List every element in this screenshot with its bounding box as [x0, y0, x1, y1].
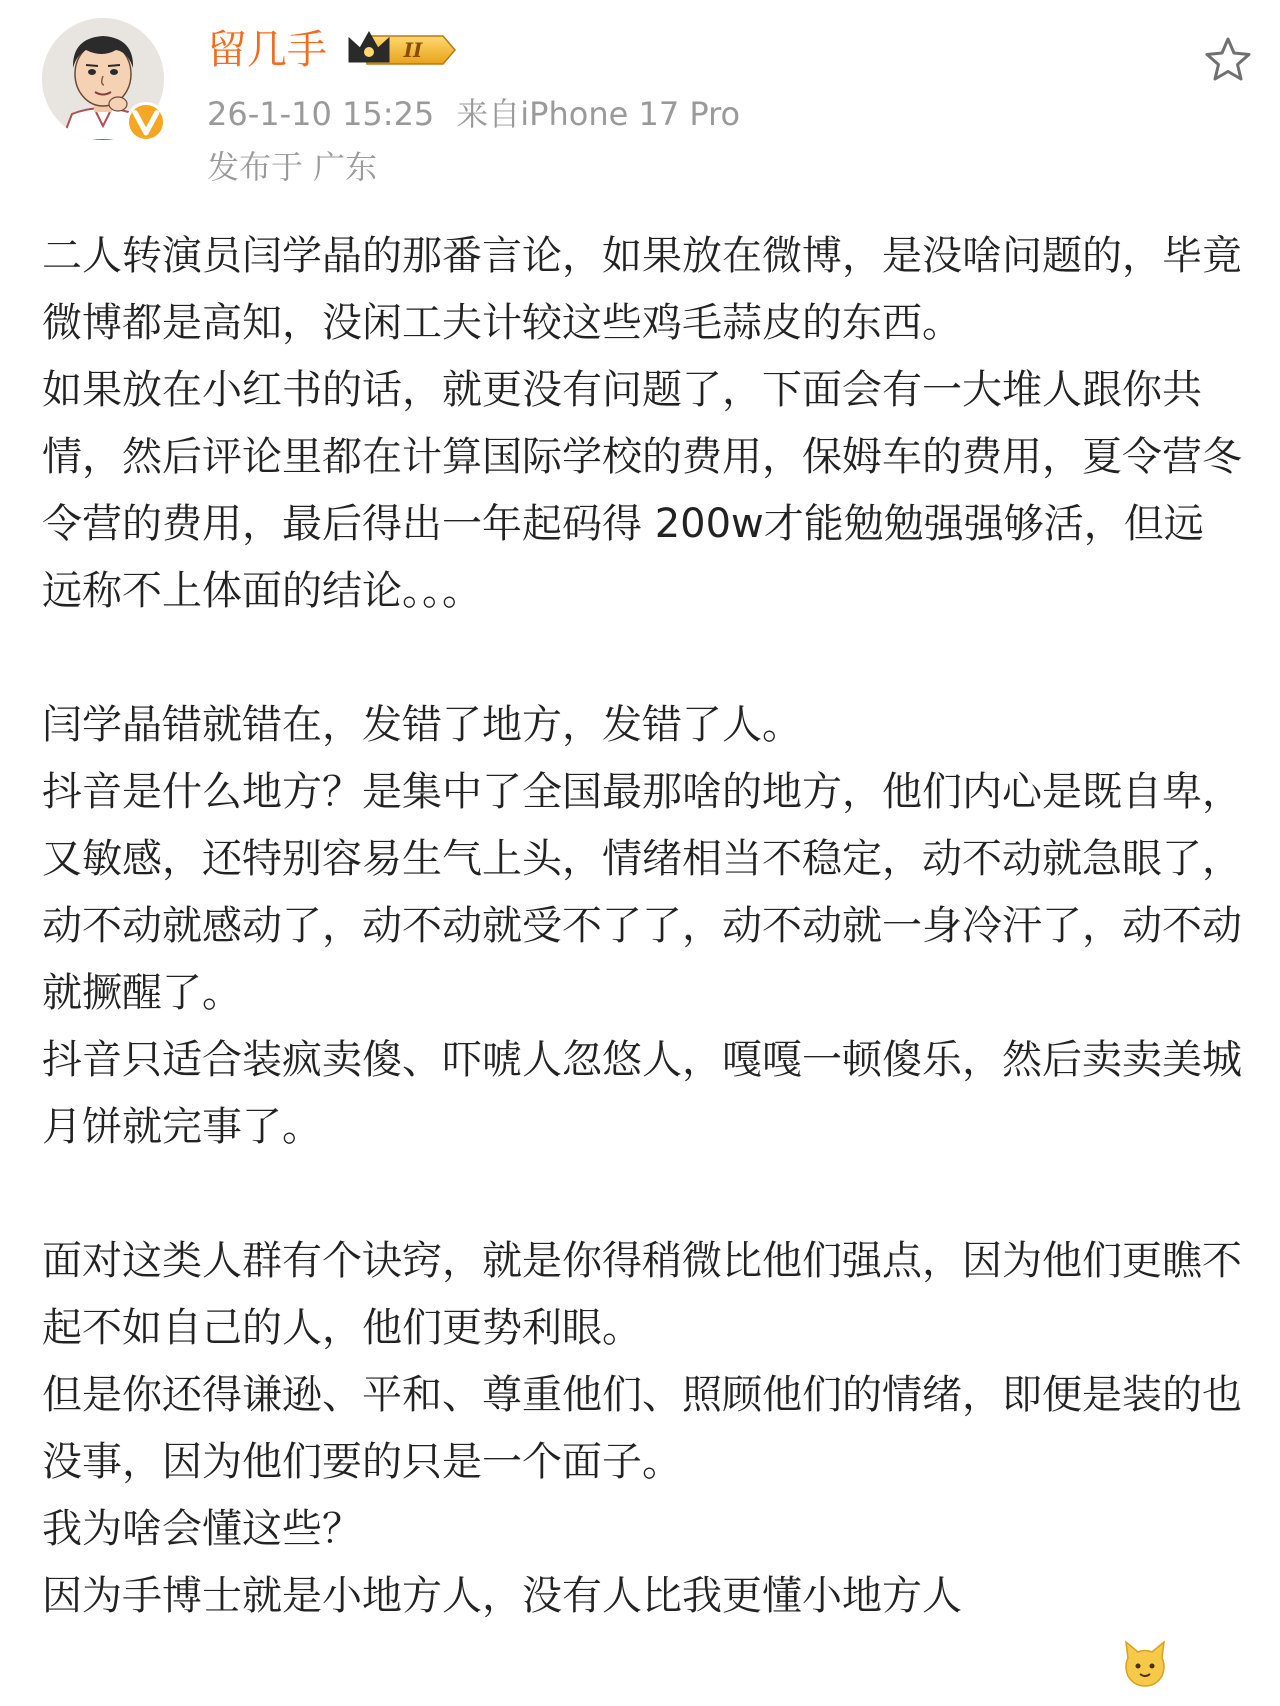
badge-level-text: II	[403, 38, 423, 62]
post-source: 来自iPhone 17 Pro	[456, 95, 741, 133]
post-paragraph: 抖音是什么地方？是集中了全国最那啥的地方，他们内心是既自卑，又敏感，还特别容易生气上头，情绪相当不稳定，动不动就急眼了，动不动就感动了，动不动就受不了了，动不动就一身冷汗了，动不动就撅醒了。	[42, 769, 1242, 1016]
favorite-button[interactable]	[1200, 32, 1256, 88]
post-paragraph: 因为手博士就是小地方人，没有人比我更懂小地方人	[42, 1573, 962, 1619]
crown-badge-icon[interactable]	[347, 28, 459, 72]
post-paragraph: 但是你还得谦逊、平和、尊重他们、照顾他们的情绪，即便是装的也没事，因为他们要的只是一个面子。	[42, 1372, 1242, 1485]
post-header	[0, 0, 1280, 200]
paragraph-spacer	[42, 1161, 1242, 1228]
post-paragraph: 我为啥会懂这些？	[42, 1506, 362, 1552]
avatar[interactable]	[42, 18, 164, 140]
author-name[interactable]: 留几手	[207, 27, 327, 73]
post-paragraph: 如果放在小红书的话，就更没有问题了，下面会有一大堆人跟你共情，然后评论里都在计算国际学校的费用，保姆车的费用，夏令营冬令营的费用，最后得出一年起码得 200w才能勉勉强强够活，但远远称不上体面的结论。。。	[42, 367, 1242, 614]
post-paragraph: 闫学晶错就错在，发错了地方，发错了人。	[42, 702, 802, 748]
post-location: 发布于 广东	[207, 148, 378, 186]
paragraph-spacer	[42, 625, 1242, 692]
post-paragraph: 抖音只适合装疯卖傻、吓唬人忽悠人，嘎嘎一顿傻乐，然后卖卖美城月饼就完事了。	[42, 1037, 1242, 1150]
post-meta	[207, 92, 740, 136]
post-paragraph: 面对这类人群有个诀窍，就是你得稍微比他们强点，因为他们更瞧不起不如自己的人，他们更势利眼。	[42, 1238, 1242, 1351]
cat-emoji-icon	[1122, 1640, 1168, 1690]
post-paragraph: 二人转演员闫学晶的那番言论，如果放在微博，是没啥问题的，毕竟微博都是高知，没闲工夫计较这些鸡毛蒜皮的东西。	[42, 233, 1242, 346]
post-body	[42, 223, 1242, 1630]
star-outline-icon	[1203, 35, 1253, 85]
post-timestamp: 26-1-10 15:25	[207, 95, 435, 133]
verified-badge-icon	[126, 102, 166, 142]
